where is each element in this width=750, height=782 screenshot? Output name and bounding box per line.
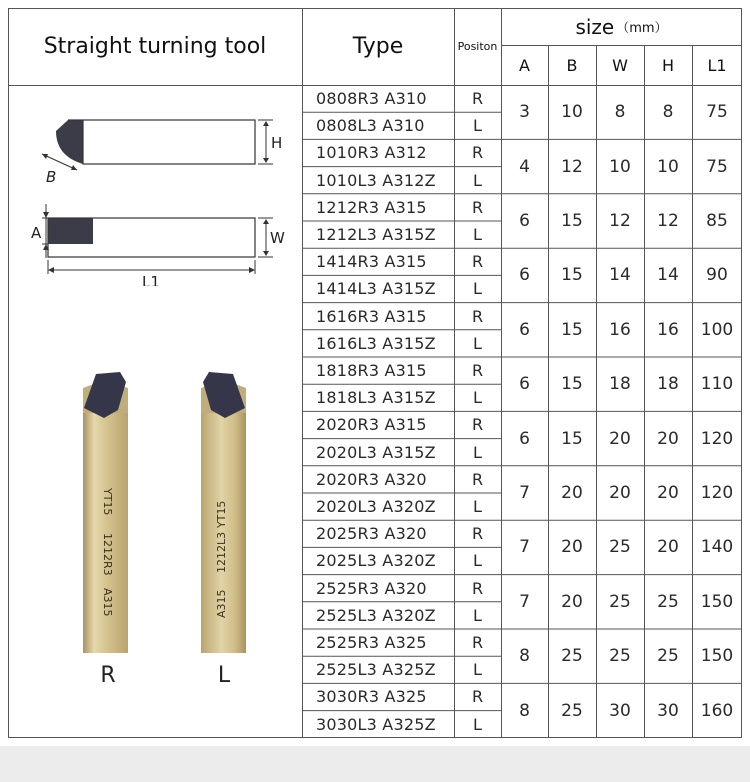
size-l1-cell: 150 xyxy=(700,646,734,667)
position-header: Positon xyxy=(457,40,498,53)
size-b-cell: 20 xyxy=(561,591,583,612)
type-cell: 1414L3 A315Z xyxy=(316,279,436,299)
size-w-cell: 14 xyxy=(609,265,631,286)
size-h-cell: 20 xyxy=(657,482,679,503)
size-w-cell: 30 xyxy=(609,700,631,721)
dim-label-w: W xyxy=(270,229,285,247)
type-cell: 2020L3 A320Z xyxy=(316,497,436,517)
type-cell: 1616R3 A315 xyxy=(316,306,427,326)
size-w-cell: 8 xyxy=(614,102,626,123)
type-cell: 0808L3 A310 xyxy=(316,116,425,136)
position-cell: R xyxy=(471,687,484,707)
size-a-cell: 6 xyxy=(519,319,530,340)
size-h-cell: 8 xyxy=(662,102,674,123)
size-l1-cell: 85 xyxy=(706,210,728,231)
position-cell: L xyxy=(473,225,482,245)
type-cell: 2020L3 A315Z xyxy=(316,442,436,462)
size-b-cell: 15 xyxy=(561,210,583,231)
position-cell: R xyxy=(471,143,484,163)
size-l1-cell: 120 xyxy=(700,482,734,503)
size-b-cell: 15 xyxy=(561,374,583,395)
type-cell: 2025R3 A320 xyxy=(316,524,427,544)
size-w-cell: 25 xyxy=(609,646,631,667)
right-hand-tool xyxy=(83,372,128,653)
dim-label-b: B xyxy=(46,168,57,186)
position-cell: L xyxy=(473,714,482,734)
spec-sheet xyxy=(8,8,742,738)
size-l1-cell: 90 xyxy=(706,265,728,286)
type-cell: 1818L3 A315Z xyxy=(316,388,436,408)
size-h-cell: 20 xyxy=(657,428,679,449)
size-b-cell: 25 xyxy=(561,700,583,721)
type-cell: 1212R3 A315 xyxy=(316,197,427,217)
position-cell: L xyxy=(473,442,482,462)
col-header-b: B xyxy=(566,55,578,75)
dim-label-h: H xyxy=(271,134,283,152)
top-view-insert xyxy=(56,120,83,164)
type-cell: 0808R3 A310 xyxy=(316,89,427,109)
size-h-cell: 30 xyxy=(657,700,679,721)
type-cell: 2020R3 A315 xyxy=(316,415,427,435)
position-cell: L xyxy=(473,116,482,136)
size-a-cell: 7 xyxy=(519,482,530,503)
size-b-cell: 15 xyxy=(561,265,583,286)
size-w-cell: 10 xyxy=(609,156,631,177)
position-cell: L xyxy=(473,497,482,517)
tool-illustrations xyxy=(8,358,302,698)
position-cell: R xyxy=(471,197,484,217)
side-view-insert xyxy=(48,218,93,244)
position-cell: R xyxy=(471,633,484,653)
size-a-cell: 8 xyxy=(519,646,530,667)
size-h-cell: 12 xyxy=(657,210,679,231)
left-tool-engraving-grade: YT15 xyxy=(215,500,228,528)
size-b-cell: 15 xyxy=(561,428,583,449)
size-h-cell: 16 xyxy=(657,319,679,340)
size-l1-cell: 75 xyxy=(706,156,728,177)
type-cell: 1818R3 A315 xyxy=(316,361,427,381)
position-cell: R xyxy=(471,89,484,109)
col-header-w: W xyxy=(612,55,628,75)
size-w-cell: 12 xyxy=(609,210,631,231)
size-l1-cell: 140 xyxy=(700,537,734,558)
dim-label-a: A xyxy=(31,224,42,242)
size-h-cell: 25 xyxy=(657,646,679,667)
size-b-cell: 25 xyxy=(561,646,583,667)
position-cell: L xyxy=(473,388,482,408)
size-w-cell: 20 xyxy=(609,482,631,503)
type-cell: 1212L3 A315Z xyxy=(316,225,436,245)
size-l1-cell: 120 xyxy=(700,428,734,449)
table-title: Straight turning tool xyxy=(43,34,267,59)
type-cell: 2025L3 A320Z xyxy=(316,551,436,571)
type-cell: 3030L3 A325Z xyxy=(316,714,436,734)
type-cell: 2525R3 A320 xyxy=(316,578,427,598)
size-a-cell: 6 xyxy=(519,265,530,286)
type-cell: 1616L3 A315Z xyxy=(316,333,436,353)
type-cell: 2525L3 A325Z xyxy=(316,660,436,680)
dim-label-l1: L1 xyxy=(142,273,160,286)
size-w-cell: 18 xyxy=(609,374,631,395)
size-h-cell: 25 xyxy=(657,591,679,612)
col-header-a: A xyxy=(519,55,530,75)
col-header-h: H xyxy=(661,55,675,75)
position-cell: L xyxy=(473,333,482,353)
position-cell: R xyxy=(471,415,484,435)
size-a-cell: 7 xyxy=(519,591,530,612)
size-a-cell: 7 xyxy=(519,537,530,558)
size-a-cell: 6 xyxy=(519,210,530,231)
size-a-cell: 6 xyxy=(519,428,530,449)
size-b-cell: 20 xyxy=(561,537,583,558)
right-tool-engraving-grade: YT15 xyxy=(101,488,114,516)
type-cell: 1010R3 A312 xyxy=(316,143,427,163)
size-b-cell: 10 xyxy=(561,102,583,123)
size-w-cell: 25 xyxy=(609,537,631,558)
size-a-cell: 6 xyxy=(519,374,530,395)
size-label: size xyxy=(575,14,615,39)
size-l1-cell: 150 xyxy=(700,591,734,612)
size-h-cell: 10 xyxy=(657,156,679,177)
type-header: Type xyxy=(352,34,404,59)
size-h-cell: 18 xyxy=(657,374,679,395)
top-view-shank xyxy=(83,120,255,164)
left-tool-engraving-code: A315 xyxy=(215,589,228,618)
right-tool-label: R xyxy=(100,662,116,688)
position-cell: L xyxy=(473,170,482,190)
position-cell: R xyxy=(471,578,484,598)
position-cell: L xyxy=(473,551,482,571)
position-cell: R xyxy=(471,361,484,381)
left-tool-label: L xyxy=(217,662,231,688)
col-header-l1: L1 xyxy=(707,55,727,75)
position-cell: L xyxy=(473,605,482,625)
size-b-cell: 12 xyxy=(561,156,583,177)
size-l1-cell: 110 xyxy=(700,374,734,395)
size-l1-cell: 160 xyxy=(700,700,734,721)
left-hand-tool xyxy=(201,372,246,653)
type-cell: 2525R3 A325 xyxy=(316,633,427,653)
type-cell: 2020R3 A320 xyxy=(316,469,427,489)
position-cell: L xyxy=(473,279,482,299)
type-cell: 2525L3 A320Z xyxy=(316,605,436,625)
size-w-cell: 16 xyxy=(609,319,631,340)
size-w-cell: 20 xyxy=(609,428,631,449)
size-a-cell: 4 xyxy=(519,156,530,177)
size-b-cell: 20 xyxy=(561,482,583,503)
bottom-band xyxy=(0,746,750,782)
size-l1-cell: 100 xyxy=(700,319,734,340)
position-cell: R xyxy=(471,306,484,326)
size-b-cell: 15 xyxy=(561,319,583,340)
position-cell: R xyxy=(471,252,484,272)
position-cell: R xyxy=(471,524,484,544)
size-unit: （mm） xyxy=(616,21,668,36)
size-a-cell: 3 xyxy=(519,102,530,123)
size-w-cell: 25 xyxy=(609,591,631,612)
type-cell: 1414R3 A315 xyxy=(316,252,427,272)
size-l1-cell: 75 xyxy=(706,102,728,123)
right-tool-engraving-size: 1212R3 xyxy=(101,533,114,576)
left-tool-engraving-size: 1212L3 xyxy=(215,531,228,573)
type-cell: 3030R3 A325 xyxy=(316,687,427,707)
right-tool-engraving-code: A315 xyxy=(101,588,114,617)
size-h-cell: 14 xyxy=(657,265,679,286)
tool-dimension-diagram xyxy=(8,86,302,286)
size-h-cell: 20 xyxy=(657,537,679,558)
position-cell: L xyxy=(473,660,482,680)
position-cell: R xyxy=(471,469,484,489)
size-a-cell: 8 xyxy=(519,700,530,721)
type-cell: 1010L3 A312Z xyxy=(316,170,436,190)
